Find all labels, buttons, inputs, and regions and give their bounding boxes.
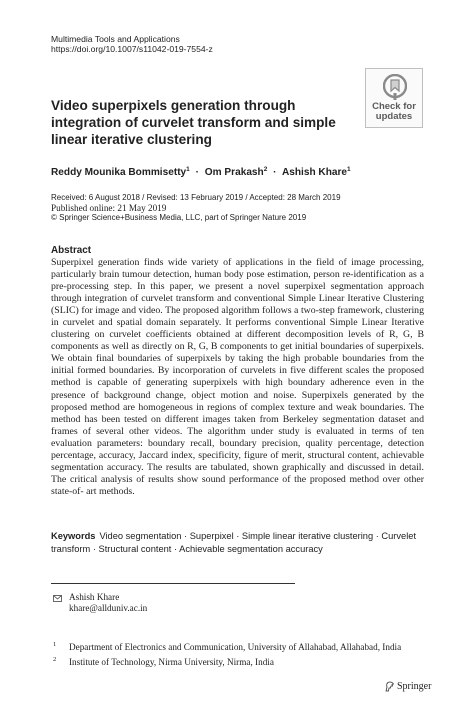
author-affiliation-mark: 2 (263, 166, 268, 173)
author-affiliation-mark: 1 (186, 166, 190, 173)
author-name[interactable]: Ashish Khare (281, 167, 348, 178)
footnote-divider (51, 583, 295, 584)
mail-icon (53, 595, 62, 602)
journal-name: Multimedia Tools and Applications (51, 34, 180, 44)
author-affiliation-mark: 1 (347, 166, 351, 173)
corresponding-author-name: Ashish Khare (69, 592, 120, 602)
author-separator: · (273, 167, 277, 178)
doi-link[interactable]: https://doi.org/10.1007/s11042-019-7554-z (51, 44, 213, 54)
author-list (51, 164, 431, 179)
copyright-line: © Springer Science+Business Media, LLC, part of Springer Nature 2019 (51, 213, 307, 222)
history-dates: Received: 6 August 2018 / Revised: 13 February 2019 / Accepted: 28 March 2019 (51, 193, 341, 202)
abstract-body: Superpixel generation finds wide variety of applications in the field of image processing, particularly brain tumour detection, human body pose estimation, person re-identification as a pre-processing step. In this paper, we present a novel superpixel segmentation approach through integration of curvelet transform and conventional Simple Linear Iterative Clustering (SLIC) for image and video. The proposed algorithm follows a two-step framework, clustering in curvelet and spatial domain separately. It performs conventional Simple Linear Iterative clustering on curvelet coefficients obtained at different decomposition levels of R, G, B components as well as directly on R, G, B components to get initial boundaries of superpixels. We obtain final boundaries of superpixels by taking the high probable boundaries from the initial formed boundaries. By incorporation of curvelets in five different scales the proposed method is capable of generating superpixels with high boundary adherence even in the presence of background change, object motion and noise. Superpixels generated by the proposed method are homogeneous in regions of complex texture and weak boundaries. The method has been tested on different images taken from Berkeley segmentation dataset and frames of several other videos. The algorithm under study is evaluated in terms of ten evaluation parameters: boundary recall, boundary precision, quality percentage, detection percentage, accuracy, Jaccard index, specificity, figure of merit, structural content, achievable segmentation accuracy. The results are tabulated, shown graphically and discussed in detail. The critical analysis of results show sound performance of the proposed method over other state-of- art methods. (51, 257, 424, 497)
corresponding-author-email[interactable]: khare@allduniv.ac.in (69, 603, 148, 613)
author-name[interactable]: Om Prakash (204, 167, 264, 178)
affiliation-text: Institute of Technology, Nirma University, Nirma, India (69, 657, 274, 667)
springer-logo (384, 680, 444, 694)
springer-wordmark: Springer (397, 681, 432, 692)
affiliation-number: 1 (53, 641, 57, 648)
paper-title: Video superpixels generation through integration of curvelet transform and simple linear iterative clustering (51, 98, 336, 147)
abstract-heading: Abstract (51, 245, 92, 256)
keywords-section (51, 530, 424, 556)
springer-horse-icon (384, 681, 395, 692)
affiliation-number: 2 (53, 656, 57, 663)
check-for-updates-badge[interactable] (365, 68, 423, 128)
affiliation-text: Department of Electronics and Communication, University of Allahabad, Allahabad, India (69, 642, 402, 652)
author-separator: · (195, 167, 199, 178)
published-online: Published online: 21 May 2019 (51, 203, 167, 213)
author-name[interactable]: Reddy Mounika Bommisetty (51, 167, 187, 178)
crossmark-icon (383, 74, 407, 100)
keywords-label: Keywords (51, 531, 96, 541)
badge-label: Check for updates (372, 101, 416, 122)
keywords-text: Video segmentation · Superpixel · Simple linear iterative clustering · Curvelet transform · Structural content · Achievable segmentation accuracy (51, 531, 417, 554)
